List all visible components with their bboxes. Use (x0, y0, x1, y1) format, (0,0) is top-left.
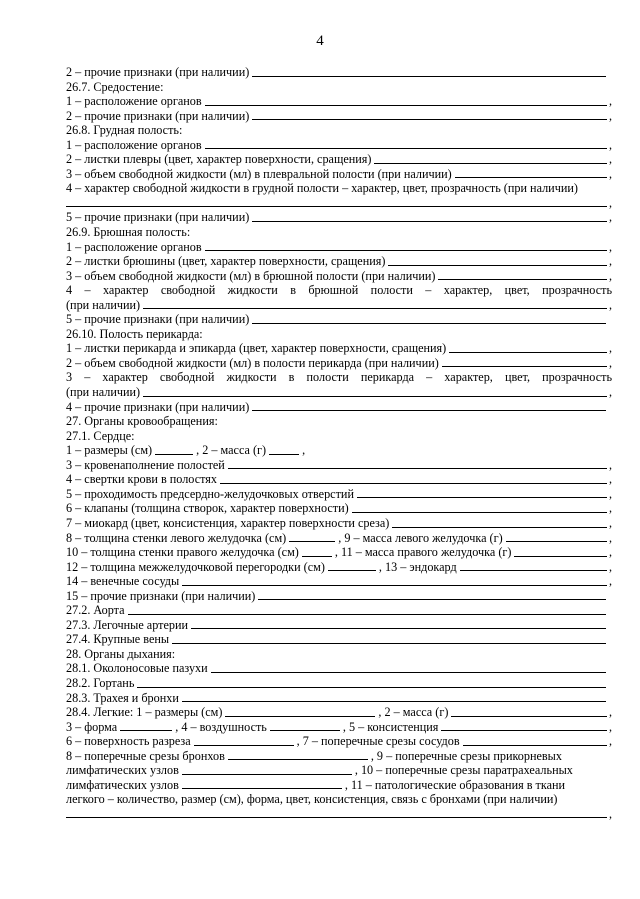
fill-in-blank[interactable] (252, 221, 607, 222)
section-heading: легкого – количество, размер (см), форма, цвет, консистенция, связь с бронхами (при наличии) (66, 792, 558, 807)
fill-in-blank[interactable] (137, 687, 606, 688)
form-line (66, 792, 612, 807)
fill-in-blank[interactable] (442, 366, 607, 367)
page-number: 4 (316, 33, 324, 49)
form-line (66, 516, 612, 531)
form-line (66, 749, 612, 764)
line-end-punctuation: , (608, 108, 612, 123)
fill-in-blank[interactable] (514, 556, 607, 557)
form-line (66, 80, 612, 95)
field-label: 27.2. Аорта (66, 603, 125, 618)
form-line (66, 632, 612, 647)
field-label: 6 – поверхность разреза (66, 734, 191, 749)
line-end-punctuation: , (608, 239, 612, 254)
line-end-punctuation: , (608, 457, 612, 472)
field-label: , 10 – поперечные срезы паратрахеальных (354, 763, 573, 778)
fill-in-blank[interactable] (128, 614, 606, 615)
form-line (66, 312, 612, 327)
fill-in-blank[interactable] (194, 745, 294, 746)
fill-in-blank[interactable] (220, 483, 607, 484)
fill-in-blank[interactable] (205, 250, 607, 251)
field-label: 4 – прочие признаки (при наличии) (66, 399, 250, 414)
fill-in-blank[interactable] (357, 497, 607, 498)
fill-in-blank[interactable] (66, 206, 607, 207)
fill-in-blank[interactable] (270, 730, 340, 731)
field-label: 1 – расположение органов (66, 239, 202, 254)
line-end-punctuation: , (608, 355, 612, 370)
field-label: 3 – форма (66, 719, 118, 734)
field-label: 3 – кровенаполнение полостей (66, 457, 225, 472)
form-line (66, 676, 612, 691)
fill-in-blank[interactable] (252, 119, 607, 120)
field-label: , (608, 719, 612, 734)
form-line (66, 196, 612, 211)
form-line (66, 545, 612, 560)
line-end-punctuation: , (608, 806, 612, 821)
field-label: 28.2. Гортань (66, 675, 135, 690)
field-label: 15 – прочие признаки (при наличии) (66, 588, 256, 603)
form-line (66, 225, 612, 240)
fill-in-blank[interactable] (438, 279, 606, 280)
field-label: 28.1. Околоносовые пазухи (66, 661, 208, 676)
form-line (66, 618, 612, 633)
field-label: 1 – листки перикарда и эпикарда (цвет, характер поверхности, сращения) (66, 341, 447, 356)
form-line (66, 661, 612, 676)
form-line (66, 589, 612, 604)
field-label: 5 – прочие признаки (при наличии) (66, 210, 250, 225)
form-line (66, 298, 612, 313)
field-label: , 2 – масса (г) (378, 705, 449, 720)
field-label: , 2 – масса (г) (196, 443, 267, 458)
fill-in-blank[interactable] (228, 759, 368, 760)
form-line (66, 167, 612, 182)
section-heading: 28. Органы дыхания: (66, 646, 176, 661)
form-line (66, 472, 612, 487)
form-line (66, 123, 612, 138)
field-label: 10 – толщина стенки правого желудочка (см) (66, 545, 299, 560)
fill-in-blank[interactable] (205, 105, 607, 106)
field-label: 5 – прочие признаки (при наличии) (66, 312, 250, 327)
fill-in-blank[interactable] (143, 308, 607, 309)
field-label: 2 – прочие признаки (при наличии) (66, 108, 250, 123)
fill-in-blank[interactable] (269, 454, 299, 455)
section-heading: 26.10. Полость перикарда: (66, 326, 203, 341)
field-label: , (608, 734, 612, 749)
line-end-punctuation: , (608, 195, 612, 210)
form-line (66, 691, 612, 706)
field-label: 3 – объем свободной жидкости (мл) в плевральной полости (при наличии) (66, 166, 452, 181)
field-label: , 13 – эндокард (378, 559, 457, 574)
field-label: 1 – расположение органов (66, 94, 202, 109)
fill-in-blank[interactable] (374, 163, 607, 164)
form-body (66, 65, 612, 821)
line-end-punctuation: , (608, 515, 612, 530)
fill-in-blank[interactable] (252, 76, 606, 77)
line-end-punctuation: , (608, 152, 612, 167)
field-label: 1 – размеры (см) (66, 443, 153, 458)
fill-in-blank[interactable] (388, 265, 607, 266)
field-label: (при наличии) (66, 385, 141, 400)
fill-in-blank[interactable] (205, 148, 607, 149)
fill-in-blank[interactable] (225, 716, 375, 717)
form-line (66, 269, 612, 284)
field-label: 2 – листки плевры (цвет, характер поверхности, сращения) (66, 152, 372, 167)
fill-in-blank[interactable] (460, 570, 607, 571)
section-heading: 27.1. Сердце: (66, 428, 135, 443)
field-label: , 11 – масса правого желудочка (г) (334, 545, 512, 560)
field-label: , 4 – воздушность (175, 719, 267, 734)
form-line (66, 210, 612, 225)
fill-in-blank[interactable] (352, 512, 607, 513)
line-end-punctuation: , (608, 486, 612, 501)
form-line (66, 763, 612, 778)
form-line (66, 181, 612, 196)
form-line (66, 734, 612, 749)
fill-in-blank[interactable] (252, 323, 606, 324)
line-end-punctuation: , (608, 210, 612, 225)
fill-in-blank[interactable] (66, 817, 607, 818)
fill-in-blank[interactable] (449, 352, 607, 353)
form-line (66, 603, 612, 618)
line-end-punctuation: , (608, 137, 612, 152)
field-label: 1 – расположение органов (66, 137, 202, 152)
line-end-punctuation: , (608, 254, 612, 269)
field-label: , (302, 443, 306, 458)
field-label: 2 – листки брюшины (цвет, характер поверхности, сращения) (66, 254, 386, 269)
fill-in-blank[interactable] (289, 541, 335, 542)
field-label: 12 – толщина межжелудочковой перегородки (см) (66, 559, 325, 574)
form-line (66, 560, 612, 575)
field-label: , 11 – патологические образования в ткани (344, 777, 566, 792)
line-end-punctuation: , (608, 268, 612, 283)
line-end-punctuation: , (608, 472, 612, 487)
field-label: 27.4. Крупные вены (66, 632, 170, 647)
field-label: 8 – поперечные срезы бронхов (66, 748, 225, 763)
fill-in-blank[interactable] (463, 745, 607, 746)
form-line (66, 807, 612, 822)
section-heading: 4 – характер свободной жидкости в грудной полости – характер, цвет, прозрачность (при наличии) (66, 181, 578, 196)
field-label: 3 – объем свободной жидкости (мл) в брюшной полости (при наличии) (66, 268, 436, 283)
fill-in-blank[interactable] (120, 730, 172, 731)
fill-in-blank[interactable] (182, 701, 606, 702)
line-end-punctuation: , (608, 166, 612, 181)
fill-in-blank[interactable] (252, 410, 606, 411)
field-label: 4 – характер свободной жидкости в брюшной полости – характер, цвет, прозрачность (66, 283, 612, 298)
field-label: 28.3. Трахея и бронхи (66, 690, 179, 705)
field-label: 8 – толщина стенки левого желудочка (см) (66, 530, 287, 545)
field-label: , (608, 530, 612, 545)
field-label: 2 – объем свободной жидкости (мл) в полости перикарда (при наличии) (66, 355, 439, 370)
field-label: , 9 – масса левого желудочка (г) (338, 530, 503, 545)
section-heading: 26.9. Брюшная полость: (66, 225, 191, 240)
form-line (66, 574, 612, 589)
line-end-punctuation: , (608, 341, 612, 356)
form-line (66, 429, 612, 444)
form-line (66, 501, 612, 516)
fill-in-blank[interactable] (143, 396, 607, 397)
field-label: 27.3. Легочные артерии (66, 617, 188, 632)
field-label: (при наличии) (66, 297, 141, 312)
line-end-punctuation: , (608, 94, 612, 109)
field-label: 7 – миокард (цвет, консистенция, характер поверхности среза) (66, 515, 390, 530)
form-line (66, 487, 612, 502)
line-end-punctuation: , (608, 501, 612, 516)
field-label: 4 – свертки крови в полостях (66, 472, 217, 487)
fill-in-blank[interactable] (228, 468, 607, 469)
fill-in-blank[interactable] (451, 716, 607, 717)
form-line (66, 705, 612, 720)
field-label: , 7 – поперечные срезы сосудов (296, 734, 460, 749)
form-line (66, 94, 612, 109)
field-label: 5 – проходимость предсердно-желудочковых отверстий (66, 486, 354, 501)
fill-in-blank[interactable] (506, 541, 607, 542)
section-heading: 27. Органы кровообращения: (66, 414, 218, 429)
field-label: 3 – характер свободной жидкости в полости перикарда – характер, цвет, прозрачность (66, 370, 612, 385)
field-label: лимфатических узлов (66, 763, 179, 778)
form-line (66, 327, 612, 342)
form-line (66, 65, 612, 80)
form-line (66, 414, 612, 429)
section-heading: 26.7. Средостение: (66, 79, 164, 94)
field-label: 14 – венечные сосуды (66, 574, 180, 589)
field-label: , (608, 559, 612, 574)
form-line (66, 385, 612, 400)
field-label: 2 – прочие признаки (при наличии) (66, 65, 250, 79)
field-label: , (608, 705, 612, 720)
fill-in-blank[interactable] (258, 599, 606, 600)
form-line (66, 400, 612, 415)
section-heading: 26.8. Грудная полость: (66, 123, 183, 138)
form-line (66, 458, 612, 473)
fill-in-blank[interactable] (191, 628, 606, 629)
form-line (66, 370, 612, 385)
form-line (66, 720, 612, 735)
field-label: 6 – клапаны (толщина створок, характер поверхности) (66, 501, 349, 516)
field-label: 28.4. Легкие: 1 – размеры (см) (66, 705, 223, 720)
fill-in-blank[interactable] (182, 585, 607, 586)
form-line (66, 778, 612, 793)
line-end-punctuation: , (608, 297, 612, 312)
form-line (66, 152, 612, 167)
form-line (66, 356, 612, 371)
line-end-punctuation: , (608, 574, 612, 589)
form-line (66, 443, 612, 458)
form-line (66, 240, 612, 255)
field-label: , 5 – консистенция (342, 719, 439, 734)
fill-in-blank[interactable] (328, 570, 376, 571)
fill-in-blank[interactable] (182, 788, 342, 789)
field-label: , 9 – поперечные срезы прикорневых (370, 748, 562, 763)
form-line (66, 138, 612, 153)
form-line (66, 341, 612, 356)
form-line (66, 254, 612, 269)
fill-in-blank[interactable] (182, 774, 352, 775)
form-line (66, 283, 612, 298)
field-label: лимфатических узлов (66, 777, 179, 792)
form-line (66, 647, 612, 662)
fill-in-blank[interactable] (455, 177, 607, 178)
fill-in-blank[interactable] (441, 730, 607, 731)
fill-in-blank[interactable] (155, 454, 193, 455)
fill-in-blank[interactable] (392, 527, 607, 528)
form-line (66, 531, 612, 546)
field-label: , (608, 545, 612, 560)
form-line (66, 109, 612, 124)
fill-in-blank[interactable] (302, 556, 332, 557)
fill-in-blank[interactable] (172, 643, 606, 644)
fill-in-blank[interactable] (211, 672, 606, 673)
line-end-punctuation: , (608, 385, 612, 400)
